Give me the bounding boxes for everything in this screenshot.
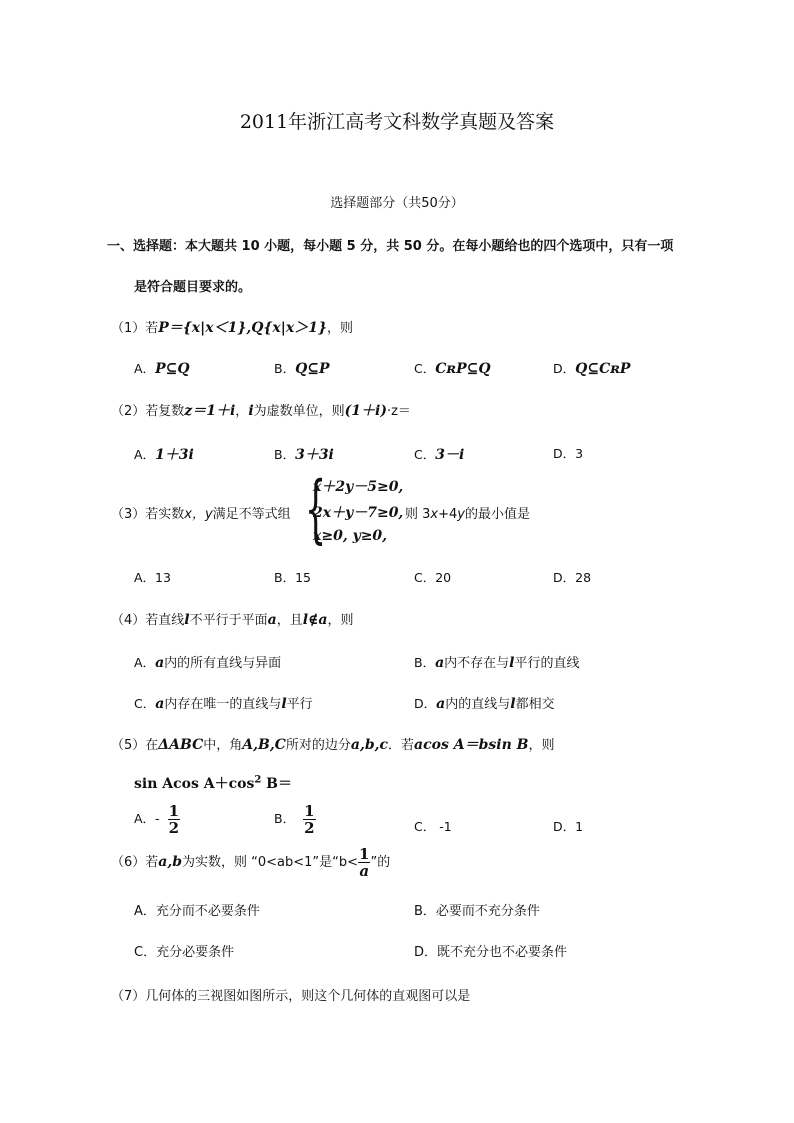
q5-expr-sup: 2 (254, 774, 262, 786)
q5-mid-2: 所对的边分 (285, 738, 351, 753)
q4-label: （4）若直线 (111, 613, 185, 628)
q1-tail: ，则 (326, 321, 353, 336)
q3-option-d: D．28 (553, 570, 592, 585)
q1-option-a (134, 359, 190, 377)
q1-c-math: CʀP⊆Q (435, 361, 491, 377)
q2-c-label: C． (414, 447, 436, 462)
q3-ineq-3: x≥0, y≥0, (313, 528, 388, 544)
q6-mid: 为实数，则 “0<ab<1”是“b< (182, 855, 359, 870)
q3-ineq-1: x＋2y－5≥0, (313, 479, 404, 495)
q4-d-math-2: l (510, 696, 516, 712)
q5-b-den: 2 (304, 819, 315, 837)
q5-mid-1: 中，角 (203, 738, 243, 753)
q3-vars: x，y (184, 507, 213, 522)
question-5 (111, 734, 554, 754)
q4-math-2: a (267, 612, 277, 628)
q4-d-text-1: 内的直线与 (445, 697, 511, 712)
q1-d-math: Q⊆CʀP (575, 361, 631, 377)
q6-label: （6）若 (111, 855, 159, 870)
q4-a-label: A． (134, 655, 156, 670)
q5-option-c: C． -1 (414, 819, 452, 834)
q4-option-d (414, 693, 555, 712)
q5-a-den: 2 (168, 819, 179, 837)
q6-option-b: B．必要而不充分条件 (414, 904, 540, 919)
q5-mid-3: ．若 (388, 738, 415, 753)
q5-math-1: ΔABC (158, 737, 204, 753)
q3-option-b: B．15 (274, 570, 311, 585)
q5-a-fraction (168, 803, 180, 836)
q4-mid-2: ，且 (276, 613, 303, 628)
q4-mid-1: 不平行于平面 (189, 613, 268, 628)
q5-math-2: A,B,C (242, 737, 286, 753)
q4-option-a (134, 652, 281, 671)
q4-b-math: a (435, 655, 445, 671)
q4-c-label: C． (134, 696, 156, 711)
q2-math-1: z＝1＋i (184, 403, 236, 419)
q1-a-math: P⊆Q (155, 361, 190, 377)
q4-c-text-2: 平行 (286, 697, 313, 712)
q2-label: （2）若复数 (111, 404, 185, 419)
q4-c-text-1: 内存在唯一的直线与 (164, 697, 282, 712)
q4-c-math-2: l (281, 696, 287, 712)
q3-var-x: x (430, 507, 439, 522)
q1-b-label: B． (274, 361, 296, 376)
q5-b-label: B． (274, 811, 296, 826)
q2-mid: ， (235, 404, 249, 419)
q5-expr-2: B＝ (261, 776, 293, 792)
q2-option-c (414, 444, 464, 464)
q1-option-d (553, 359, 630, 377)
q3-option-c: C．20 (414, 570, 452, 585)
q4-a-text: 内的所有直线与异面 (164, 656, 282, 671)
q4-tail: ，则 (327, 613, 354, 628)
q2-option-a (134, 444, 194, 464)
q6-math-1: a,b (158, 854, 183, 870)
q4-a-math: a (155, 655, 165, 671)
q5-b-fraction (303, 803, 315, 836)
q2-option-d: D．3 (553, 446, 584, 461)
q4-option-b (414, 652, 580, 671)
q4-b-label: B． (414, 655, 436, 670)
question-4 (111, 609, 354, 628)
q1-c-label: C． (414, 361, 436, 376)
q2-b-label: B． (274, 447, 296, 462)
left-brace: { (305, 466, 327, 552)
question-2 (111, 400, 411, 420)
q6-option-c: C．充分必要条件 (134, 945, 235, 960)
q5-a-label: A．- (134, 811, 160, 826)
q5-option-a (134, 803, 180, 836)
q5-math-4: acos A＝bsin B (414, 737, 529, 753)
q2-b-math: 3＋3i (295, 447, 334, 463)
q4-d-math: a (436, 696, 446, 712)
section-heading-cont: 是符合题目要求的。 (134, 280, 252, 295)
q4-c-math: a (155, 696, 165, 712)
q1-d-label: D． (553, 361, 576, 376)
q6-fraction (358, 846, 370, 879)
q3-var-y: y (457, 507, 465, 522)
q1-label: （1）若 (111, 321, 159, 336)
q6-den: a (359, 862, 370, 880)
q5-b-num: 1 (304, 802, 315, 820)
q3-option-a: A．13 (134, 570, 171, 585)
q5-option-b (274, 803, 316, 836)
q4-math-1: l (184, 612, 190, 628)
q4-b-text-2: 平行的直线 (514, 656, 580, 671)
q1-math: P＝{x|x＜1},Q{x|x＞1} (158, 320, 327, 336)
q4-option-c (134, 693, 313, 712)
q2-option-b (274, 444, 334, 464)
q5-math-3: a,b,c (350, 737, 389, 753)
q3-tail-2: +4 (438, 507, 458, 522)
q5-tail: ，则 (528, 738, 555, 753)
section-heading: 一、选择题：本大题共 10 小题，每小题 5 分，共 50 分。在每小题给也的四个选项中，只有一项 (107, 239, 674, 254)
q1-b-math: Q⊆P (295, 361, 330, 377)
q6-option-a: A．充分而不必要条件 (134, 904, 260, 919)
question-6 (111, 846, 390, 879)
q3-tail-3: 的最小值是 (464, 507, 530, 522)
q2-math-2: i (248, 403, 254, 419)
q4-d-label: D． (414, 696, 437, 711)
q5-a-num: 1 (168, 802, 179, 820)
q6-option-d: D．既不充分也不必要条件 (414, 945, 568, 960)
page-title: 2011年浙江高考文科数学真题及答案 (239, 111, 555, 133)
q3-ineq-2: 2x＋y－7≥0, (313, 505, 404, 521)
q5-expr: sin Acos A＋cos (134, 776, 255, 792)
question-7: （7）几何体的三视图如图所示，则这个几何体的直观图可以是 (111, 989, 471, 1004)
q4-b-text-1: 内不存在与 (444, 656, 510, 671)
q1-option-c (414, 359, 491, 377)
q3-tail-1: 则 3 (405, 507, 431, 522)
question-1 (111, 317, 353, 337)
q5-label: （5）在 (111, 738, 159, 753)
q2-mid-2: 为虚数单位，则 (253, 404, 345, 419)
q5-option-d: D．1 (553, 819, 584, 834)
q2-a-math: 1＋3i (155, 447, 194, 463)
q1-a-label: A． (134, 361, 156, 376)
q4-math-3: l∉a (302, 612, 328, 628)
q1-option-b (274, 359, 330, 377)
q3-label: （3）若实数 (111, 507, 185, 522)
q3-mid: 满足不等式组 (212, 507, 291, 522)
q6-tail: ”的 (370, 855, 391, 870)
q6-num: 1 (359, 845, 370, 863)
q2-a-label: A． (134, 447, 156, 462)
q5-expression (134, 773, 292, 793)
q2-tail: ·z＝ (386, 404, 411, 419)
q2-math-3: (1＋i) (344, 403, 387, 419)
section-subtitle: 选择题部分（共50分） (330, 196, 464, 211)
question-3-prefix (111, 503, 291, 522)
q4-b-math-2: l (509, 655, 515, 671)
q4-d-text-2: 都相交 (515, 697, 555, 712)
q2-c-math: 3－i (435, 447, 465, 463)
question-3-suffix (405, 503, 530, 522)
